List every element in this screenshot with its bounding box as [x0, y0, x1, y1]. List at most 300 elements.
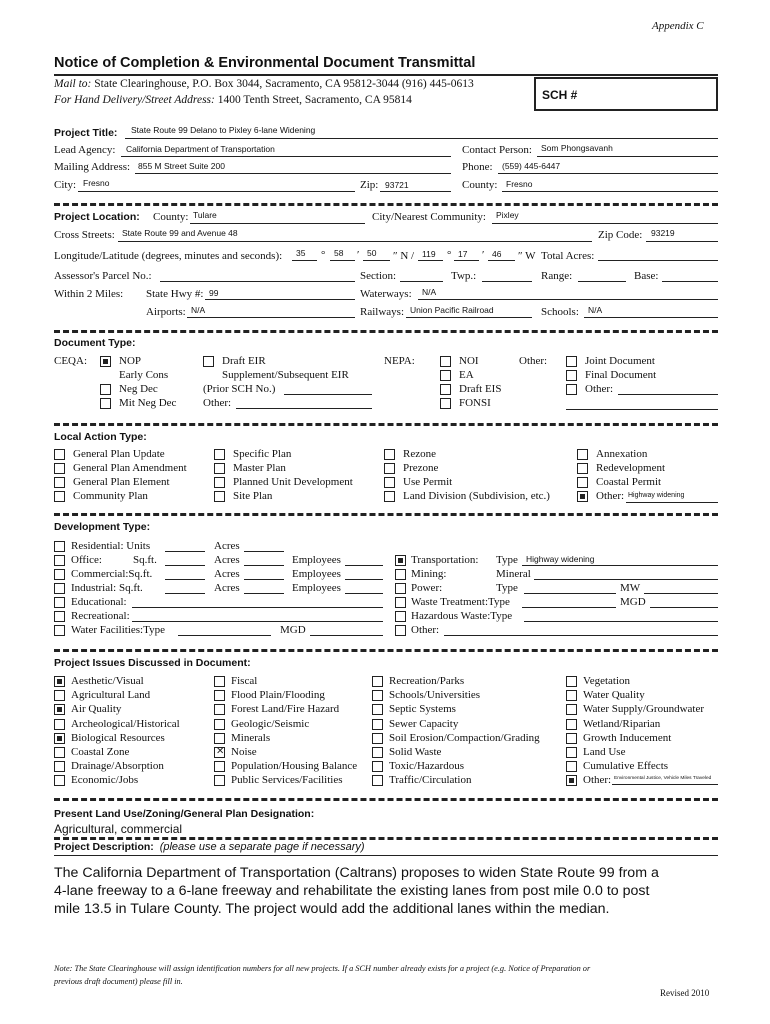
railways-value[interactable]: Union Pacific Railroad — [410, 305, 494, 315]
local-action-item-label: Rezone — [403, 448, 436, 460]
final-doc-checkbox[interactable] — [566, 370, 577, 381]
local-action-item-label: General Plan Amendment — [73, 462, 187, 474]
issue-checkbox[interactable] — [372, 747, 383, 758]
issue-checkbox[interactable] — [566, 775, 577, 786]
residential-label: Residential: Units — [71, 540, 151, 552]
commercial-employees-line — [345, 579, 383, 580]
county-value[interactable]: Fresno — [506, 179, 533, 189]
issue-label: Growth Inducement — [583, 732, 672, 744]
ea-label: EA — [459, 369, 474, 381]
industrial-acres-label: Acres — [214, 582, 240, 594]
office-acres-line — [244, 565, 284, 566]
railways-label: Railways: — [360, 306, 404, 318]
issue-checkbox[interactable] — [372, 676, 383, 687]
commercial-label: Commercial:Sq.ft. — [71, 568, 153, 580]
power-checkbox[interactable] — [395, 583, 406, 594]
issue-checkbox[interactable] — [566, 704, 577, 715]
schools-value[interactable]: N/A — [588, 305, 603, 315]
joint-doc-label: Joint Document — [585, 355, 655, 367]
residential-units-line — [165, 551, 205, 552]
appendix-label: Appendix C — [652, 20, 704, 32]
schools-line — [584, 317, 718, 318]
city-line — [78, 191, 355, 192]
issue-label: Biological Resources — [71, 732, 165, 744]
loc-county-line — [190, 223, 365, 224]
issue-checkbox[interactable] — [372, 761, 383, 772]
issue-checkbox[interactable] — [214, 690, 225, 701]
city-value[interactable]: Fresno — [83, 178, 110, 188]
issue-label: Noise — [231, 746, 257, 758]
waterways-value[interactable]: N/A — [422, 287, 437, 297]
hwy-value[interactable]: 99 — [209, 288, 219, 298]
issue-checkbox[interactable] — [54, 747, 65, 758]
recreational-checkbox[interactable] — [54, 611, 65, 622]
local-action-item-label: Community Plan — [73, 490, 148, 502]
project-title-value[interactable]: State Route 99 Delano to Pixley 6-lane Widening — [131, 125, 316, 135]
airports-value[interactable]: N/A — [191, 305, 206, 315]
cross-line — [118, 241, 592, 242]
issue-checkbox[interactable] — [566, 719, 577, 730]
nop-label: NOP — [119, 355, 142, 367]
local-action-checkbox[interactable] — [577, 449, 588, 460]
commercial-checkbox[interactable] — [54, 569, 65, 580]
issue-checkbox[interactable] — [54, 719, 65, 730]
mail-text: State Clearinghouse, P.O. Box 3044, Sacramento, CA 95812-3044 (916) 445-0613 — [94, 78, 474, 90]
page-title: Notice of Completion & Environmental Document Transmittal — [54, 55, 476, 71]
zipcode-label: Zip Code: — [598, 229, 643, 241]
other-doc-label: Other: — [585, 383, 614, 395]
final-doc-label: Final Document — [585, 369, 657, 381]
issue-label: Archeological/Historical — [71, 718, 180, 730]
project-title-label: Project Title: — [54, 127, 118, 139]
local-action-item-label: General Plan Update — [73, 448, 165, 460]
cross-value[interactable]: State Route 99 and Avenue 48 — [122, 228, 238, 238]
water-checkbox[interactable] — [54, 625, 65, 636]
zip-label: Zip: — [360, 179, 379, 191]
project-location-label: Project Location: — [54, 211, 140, 223]
issue-checkbox[interactable] — [372, 733, 383, 744]
office-employees-line — [345, 565, 383, 566]
schools-label: Schools: — [541, 306, 579, 318]
twp-line — [482, 281, 532, 282]
issue-label: Water Supply/Groundwater — [583, 703, 704, 715]
issue-label: Solid Waste — [389, 746, 442, 758]
local-action-checkbox[interactable] — [384, 463, 395, 474]
lead-agency-label: Lead Agency: — [54, 144, 116, 156]
section-line — [400, 281, 443, 282]
mw-line — [644, 593, 718, 594]
issue-label: Schools/Universities — [389, 689, 481, 701]
community-line — [492, 223, 718, 224]
issue-checkbox[interactable] — [566, 676, 577, 687]
residential-acres-label: Acres — [214, 540, 240, 552]
zip-value[interactable]: 93721 — [385, 180, 409, 190]
issue-label: Air Quality — [71, 703, 122, 715]
local-action-item-label: Master Plan — [233, 462, 286, 474]
issue-label: Water Quality — [583, 689, 645, 701]
lon-deg-line — [418, 260, 443, 261]
neg-dec-label: Neg Dec — [119, 383, 158, 395]
mw-label: MW — [620, 582, 641, 594]
lat-sec-line — [363, 260, 390, 261]
issue-checkbox[interactable] — [566, 690, 577, 701]
issue-label: Septic Systems — [389, 703, 456, 715]
section-divider — [54, 798, 718, 801]
issue-label: Fiscal — [231, 675, 258, 687]
community-value[interactable]: Pixley — [496, 210, 519, 220]
commercial-acres-label: Acres — [214, 568, 240, 580]
issues-other-line — [612, 784, 718, 785]
issue-label: Economic/Jobs — [71, 774, 139, 786]
section-divider — [54, 423, 718, 426]
industrial-label: Industrial: Sq.ft. — [71, 582, 143, 594]
issue-checkbox[interactable] — [214, 676, 225, 687]
residential-acres-line — [244, 551, 284, 552]
noi-checkbox[interactable] — [440, 356, 451, 367]
lat-n-symbol: ″ N / — [393, 250, 415, 262]
contact-label: Contact Person: — [462, 144, 532, 156]
description-line-3: mile 13.5 in Tulare County. The project would add the additional lanes within the median. — [54, 901, 610, 917]
issue-label: Coastal Zone — [71, 746, 130, 758]
other-doc-line — [618, 394, 718, 395]
lead-agency-value[interactable]: California Department of Transportation — [126, 144, 275, 154]
lead-agency-line — [121, 156, 451, 157]
local-action-item-label: Coastal Permit — [596, 476, 662, 488]
prior-sch-label: (Prior SCH No.) — [203, 383, 276, 395]
project-title-line — [125, 138, 718, 139]
local-action-item-label: General Plan Element — [73, 476, 170, 488]
lat-min-line — [330, 260, 355, 261]
other-label: Other: — [519, 355, 548, 367]
local-action-checkbox[interactable] — [214, 449, 225, 460]
local-action-checkbox[interactable] — [214, 463, 225, 474]
hwy-label: State Hwy #: — [146, 288, 204, 300]
hazardous-line — [524, 621, 718, 622]
zipcode-line — [646, 241, 718, 242]
base-line — [662, 281, 718, 282]
industrial-employees-line — [345, 593, 383, 594]
mailing-line — [135, 173, 451, 174]
section-divider — [54, 649, 718, 652]
issue-checkbox[interactable] — [214, 704, 225, 715]
description-line-2: 4-lane freeway to a 6-lane freeway and rehabilitate the existing lanes from post mile 0.0 to post — [54, 883, 650, 899]
office-employees-label: Employees — [292, 554, 341, 566]
local-action-checkbox[interactable] — [54, 477, 65, 488]
recreational-line — [132, 621, 383, 622]
description-header — [54, 841, 365, 853]
local-action-label: Local Action Type: — [54, 431, 147, 443]
industrial-sqft-line — [165, 593, 205, 594]
draft-eis-label: Draft EIS — [459, 383, 502, 395]
transportation-type-line — [522, 565, 718, 566]
issue-checkbox[interactable] — [214, 775, 225, 786]
issue-label: Recreation/Parks — [389, 675, 465, 687]
mit-neg-dec-label: Mit Neg Dec — [119, 397, 177, 409]
doc-other-label: Other: — [203, 397, 232, 409]
section-divider — [54, 330, 718, 333]
issue-label: Other: — [583, 774, 612, 786]
lon-min-value[interactable]: 17 — [458, 249, 468, 259]
noi-label: NOI — [459, 355, 479, 367]
within-label: Within 2 Miles: — [54, 288, 124, 300]
local-action-checkbox[interactable] — [384, 491, 395, 502]
hand-prefix: For Hand Delivery/Street Address: — [54, 94, 215, 106]
section-label: Section: — [360, 270, 397, 282]
transportation-label: Transportation: — [411, 554, 479, 566]
mailing-value[interactable]: 855 M Street Suite 200 — [138, 161, 225, 171]
local-action-item-label: Planned Unit Development — [233, 476, 353, 488]
railways-line — [406, 317, 532, 318]
water-mgd-label: MGD — [280, 624, 306, 636]
lon-min-line — [454, 260, 479, 261]
document-type-label: Document Type: — [54, 337, 136, 349]
description-line-1: The California Department of Transportation (Caltrans) proposes to widen State Route 99 from a — [54, 865, 659, 881]
office-sqft-label: Sq.ft. — [133, 554, 157, 566]
base-label: Base: — [634, 270, 659, 282]
description-label: Project Description: — [54, 841, 154, 853]
water-label: Water Facilities:Type — [71, 624, 165, 636]
industrial-checkbox[interactable] — [54, 583, 65, 594]
hand-text: 1400 Tenth Street, Sacramento, CA 95814 — [217, 94, 412, 106]
recreational-label: Recreational: — [71, 610, 130, 622]
range-line — [578, 281, 626, 282]
issue-checkbox[interactable] — [54, 761, 65, 772]
mineral-label: Mineral — [496, 568, 531, 580]
local-action-checkbox[interactable] — [54, 449, 65, 460]
cross-label: Cross Streets: — [54, 229, 115, 241]
lat-deg-line — [292, 260, 317, 261]
local-action-checkbox[interactable] — [54, 491, 65, 502]
neg-dec-checkbox[interactable] — [100, 384, 111, 395]
issue-label: Soil Erosion/Compaction/Grading — [389, 732, 540, 744]
section-divider — [54, 203, 718, 206]
issue-label: Traffic/Circulation — [389, 774, 472, 786]
lon-sec-value[interactable]: 46 — [492, 249, 502, 259]
zipcode-value[interactable]: 93219 — [651, 228, 675, 238]
issue-checkbox[interactable] — [566, 733, 577, 744]
water-type-line — [178, 635, 271, 636]
sch-box[interactable] — [534, 77, 718, 111]
parcel-label: Assessor's Parcel No.: — [54, 270, 152, 282]
issue-checkbox[interactable] — [54, 690, 65, 701]
issue-label: Land Use — [583, 746, 626, 758]
issue-checkbox[interactable] — [214, 719, 225, 730]
total-acres-label: Total Acres: — [541, 250, 595, 262]
local-action-item-label: Prezone — [403, 462, 439, 474]
commercial-acres-line — [244, 579, 284, 580]
zip-line — [380, 191, 451, 192]
issue-checkbox[interactable] — [372, 690, 383, 701]
local-action-item-label: Specific Plan — [233, 448, 292, 460]
local-action-checkbox[interactable] — [54, 463, 65, 474]
educational-checkbox[interactable] — [54, 597, 65, 608]
range-label: Range: — [541, 270, 573, 282]
local-other-value[interactable]: Highway widening — [628, 492, 685, 499]
total-acres-line — [598, 260, 718, 261]
local-action-item-label: Annexation — [596, 448, 648, 460]
issue-label: Toxic/Hazardous — [389, 760, 464, 772]
waterways-label: Waterways: — [360, 288, 412, 300]
county-label: County: — [462, 179, 498, 191]
city-label: City: — [54, 179, 77, 191]
land-use-label: Present Land Use/Zoning/General Plan Designation: — [54, 808, 315, 820]
local-action-checkbox[interactable] — [577, 463, 588, 474]
development-type-label: Development Type: — [54, 521, 151, 533]
title-rule — [54, 74, 718, 76]
lon-sec-line — [488, 260, 515, 261]
issue-label: Public Services/Facilities — [231, 774, 343, 786]
issue-label: Aesthetic/Visual — [71, 675, 144, 687]
section-divider — [54, 837, 718, 840]
mit-neg-dec-checkbox[interactable] — [100, 398, 111, 409]
educational-label: Educational: — [71, 596, 127, 608]
local-action-checkbox[interactable] — [384, 449, 395, 460]
transportation-checkbox[interactable] — [395, 555, 406, 566]
local-action-checkbox[interactable] — [577, 477, 588, 488]
lat-min-value[interactable]: 58 — [334, 248, 344, 258]
local-other-line — [626, 502, 718, 503]
issue-checkbox[interactable] — [54, 733, 65, 744]
transportation-type-value[interactable]: Highway widening — [526, 554, 595, 564]
hazardous-checkbox[interactable] — [395, 611, 406, 622]
industrial-employees-label: Employees — [292, 582, 341, 594]
loc-county-value[interactable]: Tulare — [193, 210, 217, 220]
issue-checkbox[interactable] — [54, 704, 65, 715]
draft-eis-checkbox[interactable] — [440, 384, 451, 395]
lon-deg-symbol: ° — [447, 249, 452, 261]
footer-note-1: Note: The State Clearinghouse will assign identification numbers for all new projects. If a SCH number already exists for a project (e.g. Notice of Preparation or — [54, 964, 591, 973]
waste-mgd-line — [650, 607, 718, 608]
issue-label: Population/Housing Balance — [231, 760, 358, 772]
residential-checkbox[interactable] — [54, 541, 65, 552]
local-action-item-label: Site Plan — [233, 490, 273, 502]
project-issues-label: Project Issues Discussed in Document: — [54, 657, 251, 669]
phone-line — [498, 173, 718, 174]
doc-other-line — [236, 408, 372, 409]
early-cons-label: Early Cons — [119, 369, 169, 381]
issue-checkbox[interactable] — [54, 676, 65, 687]
local-action-item-label: Land Division (Subdivision, etc.) — [403, 490, 550, 502]
issue-checkbox[interactable] — [372, 775, 383, 786]
transportation-type-label: Type — [496, 554, 518, 566]
sch-label: SCH # — [542, 88, 578, 102]
mail-line — [54, 78, 474, 90]
local-action-item-label: Redevelopment — [596, 462, 666, 474]
dev-other-label: Other: — [411, 624, 440, 636]
hwy-line — [205, 299, 355, 300]
waste-checkbox[interactable] — [395, 597, 406, 608]
airports-line — [187, 317, 355, 318]
other-doc-line-2 — [566, 409, 718, 410]
joint-doc-checkbox[interactable] — [566, 356, 577, 367]
water-mgd-line — [310, 635, 383, 636]
supplement-label: Supplement/Subsequent EIR — [222, 369, 349, 381]
issue-checkbox[interactable] — [566, 747, 577, 758]
footer-note-2: previous draft document) please fill in. — [54, 977, 183, 986]
issue-checkbox[interactable] — [214, 761, 225, 772]
draft-eir-label: Draft EIR — [222, 355, 266, 367]
fonsi-checkbox[interactable] — [440, 398, 451, 409]
local-action-item-label: Use Permit — [403, 476, 453, 488]
waste-label: Waste Treatment:Type — [411, 596, 510, 608]
issue-label: Vegetation — [583, 675, 631, 687]
mailing-label: Mailing Address: — [54, 161, 131, 173]
county-line — [502, 191, 718, 192]
commercial-employees-label: Employees — [292, 568, 341, 580]
power-label: Power: — [411, 582, 443, 594]
lon-w-symbol: ″ W — [518, 250, 536, 262]
hand-line — [54, 94, 412, 106]
local-action-checkbox[interactable] — [214, 477, 225, 488]
commercial-sqft-line — [165, 579, 205, 580]
draft-eir-checkbox[interactable] — [203, 356, 214, 367]
issue-label: Cumulative Effects — [583, 760, 669, 772]
issues-other-value[interactable]: Environmental Justice, Vehicle Miles Traveled — [614, 776, 712, 781]
lon-deg-value[interactable]: 119 — [422, 249, 436, 259]
issue-checkbox[interactable] — [54, 775, 65, 786]
local-action-checkbox[interactable] — [214, 491, 225, 502]
hazardous-label: Hazardous Waste:Type — [411, 610, 513, 622]
power-type-label: Type — [496, 582, 518, 594]
power-type-line — [524, 593, 616, 594]
contact-line — [537, 156, 718, 157]
dev-other-checkbox[interactable] — [395, 625, 406, 636]
phone-value[interactable]: (559) 445-6447 — [502, 161, 561, 171]
issue-label: Forest Land/Fire Hazard — [231, 703, 340, 715]
airports-label: Airports: — [146, 306, 186, 318]
waste-mgd-label: MGD — [620, 596, 646, 608]
parcel-line — [160, 281, 355, 282]
land-use-value[interactable]: Agricultural, commercial — [54, 822, 183, 836]
ea-checkbox[interactable] — [440, 370, 451, 381]
issue-label: Geologic/Seismic — [231, 718, 310, 730]
lat-deg-symbol: ° — [321, 249, 326, 261]
other-doc-checkbox[interactable] — [566, 384, 577, 395]
section-divider — [54, 513, 718, 516]
issue-checkbox[interactable] — [372, 704, 383, 715]
latlong-label: Longitude/Latitude (degrees, minutes and seconds): — [54, 250, 283, 262]
local-action-checkbox[interactable] — [384, 477, 395, 488]
phone-label: Phone: — [462, 161, 493, 173]
office-sqft-line — [165, 565, 205, 566]
issue-label: Agricultural Land — [71, 689, 151, 701]
issue-checkbox[interactable] — [372, 719, 383, 730]
local-action-checkbox[interactable] — [577, 491, 588, 502]
contact-value[interactable]: Som Phongsavanh — [541, 143, 613, 153]
office-checkbox[interactable] — [54, 555, 65, 566]
issue-checkbox[interactable] — [214, 733, 225, 744]
mining-label: Mining: — [411, 568, 447, 580]
educational-line — [132, 607, 383, 608]
lat-sec-value[interactable]: 50 — [367, 248, 377, 258]
mail-prefix: Mail to: — [54, 78, 92, 90]
issue-label: Minerals — [231, 732, 271, 744]
issue-label: Flood Plain/Flooding — [231, 689, 325, 701]
issue-checkbox[interactable] — [214, 747, 225, 758]
nepa-label: NEPA: — [384, 355, 415, 367]
mining-checkbox[interactable] — [395, 569, 406, 580]
issue-checkbox[interactable] — [566, 761, 577, 772]
community-label: City/Nearest Community: — [372, 211, 486, 223]
revised-date: Revised 2010 — [660, 988, 710, 998]
fonsi-label: FONSI — [459, 397, 491, 409]
nop-checkbox[interactable] — [100, 356, 111, 367]
dev-other-line — [444, 635, 718, 636]
loc-county-label: County: — [153, 211, 189, 223]
lat-deg-value[interactable]: 35 — [296, 248, 306, 258]
issue-label: Drainage/Absorption — [71, 760, 164, 772]
issue-label: Wetland/Riparian — [583, 718, 661, 730]
